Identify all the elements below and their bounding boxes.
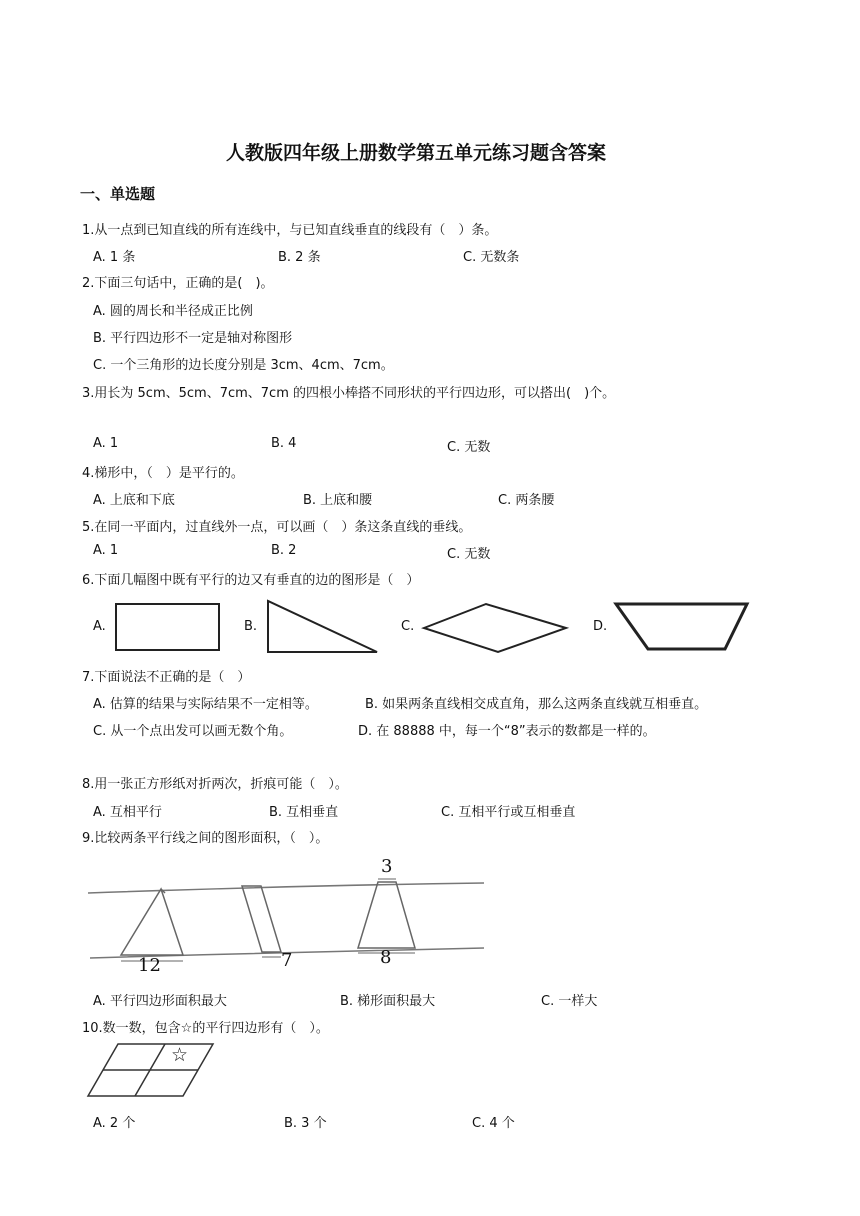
q9-option-b[interactable]: B. 梯形面积最大 xyxy=(340,994,436,1009)
q1-option-a[interactable]: A. 1 条 xyxy=(93,250,136,265)
q3-option-b[interactable]: B. 4 xyxy=(271,436,297,451)
question-7: 7.下面说法不正确的是（ ） xyxy=(82,670,251,685)
q2-option-c[interactable]: C. 一个三角形的边长度分别是 3cm、4cm、7cm。 xyxy=(93,358,394,373)
question-1: 1.从一点到已知直线的所有连线中，与已知直线垂直的线段有（ ）条。 xyxy=(82,223,498,238)
page-title: 人教版四年级上册数学第五单元练习题含答案 xyxy=(226,142,607,164)
question-4: 4.梯形中，（ ）是平行的。 xyxy=(82,466,244,481)
q4-option-a[interactable]: A. 上底和下底 xyxy=(93,493,175,508)
question-8: 8.用一张正方形纸对折两次，折痕可能（ ）。 xyxy=(82,777,348,792)
q3-option-c[interactable]: C. 无数 xyxy=(447,440,491,455)
q9-label-3: 3 xyxy=(381,856,393,877)
q7-option-a[interactable]: A. 估算的结果与实际结果不一定相等。 xyxy=(93,697,318,712)
q5-option-b[interactable]: B. 2 xyxy=(271,543,297,558)
q7-option-c[interactable]: C. 从一个点出发可以画无数个角。 xyxy=(93,724,293,739)
q2-option-a[interactable]: A. 圆的周长和半径成正比例 xyxy=(93,304,253,319)
q8-option-a[interactable]: A. 互相平行 xyxy=(93,805,162,820)
q1-option-b[interactable]: B. 2 条 xyxy=(278,250,321,265)
q7-option-d[interactable]: D. 在 88888 中，每一个“8”表示的数都是一样的。 xyxy=(358,724,656,739)
q1-option-c[interactable]: C. 无数条 xyxy=(463,250,520,265)
question-5: 5.在同一平面内，过直线外一点，可以画（ ）条这条直线的垂线。 xyxy=(82,520,472,535)
q8-option-b[interactable]: B. 互相垂直 xyxy=(269,805,339,820)
q3-option-a[interactable]: A. 1 xyxy=(93,436,119,451)
question-9: 9.比较两条平行线之间的图形面积，（ ）。 xyxy=(82,831,329,846)
q5-option-a[interactable]: A. 1 xyxy=(93,543,119,558)
q5-option-c[interactable]: C. 无数 xyxy=(447,547,491,562)
section-heading: 一、单选题 xyxy=(80,185,156,203)
q10-option-b[interactable]: B. 3 个 xyxy=(284,1116,327,1131)
q4-option-b[interactable]: B. 上底和腰 xyxy=(303,493,373,508)
question-10: 10.数一数，包含☆的平行四边形有（ ）。 xyxy=(82,1021,329,1036)
question-6: 6.下面几幅图中既有平行的边又有垂直的边的图形是（ ） xyxy=(82,573,420,588)
q6-option-d[interactable]: D. xyxy=(593,619,608,634)
q9-label-7: 7 xyxy=(281,950,293,971)
q9-label-12: 12 xyxy=(138,955,161,976)
question-3: 3.用长为 5cm、5cm、7cm、7cm 的四根小棒搭不同形状的平行四边形，可以搭出( )个。 xyxy=(82,386,616,401)
q6-option-a[interactable]: A. xyxy=(93,619,106,634)
q9-option-c[interactable]: C. 一样大 xyxy=(541,994,598,1009)
q6-option-b[interactable]: B. xyxy=(244,619,258,634)
q10-option-a[interactable]: A. 2 个 xyxy=(93,1116,136,1131)
q6-option-c[interactable]: C. xyxy=(401,619,415,634)
q4-option-c[interactable]: C. 两条腰 xyxy=(498,493,555,508)
q9-label-8: 8 xyxy=(380,947,392,968)
q10-option-c[interactable]: C. 4 个 xyxy=(472,1116,515,1131)
q9-option-a[interactable]: A. 平行四边形面积最大 xyxy=(93,994,227,1009)
q7-option-b[interactable]: B. 如果两条直线相交成直角，那么这两条直线就互相垂直。 xyxy=(365,697,708,712)
q2-option-b[interactable]: B. 平行四边形不一定是轴对称图形 xyxy=(93,331,293,346)
star-icon: ☆ xyxy=(171,1044,189,1066)
question-2: 2.下面三句话中，正确的是( )。 xyxy=(82,276,274,291)
q8-option-c[interactable]: C. 互相平行或互相垂直 xyxy=(441,805,576,820)
